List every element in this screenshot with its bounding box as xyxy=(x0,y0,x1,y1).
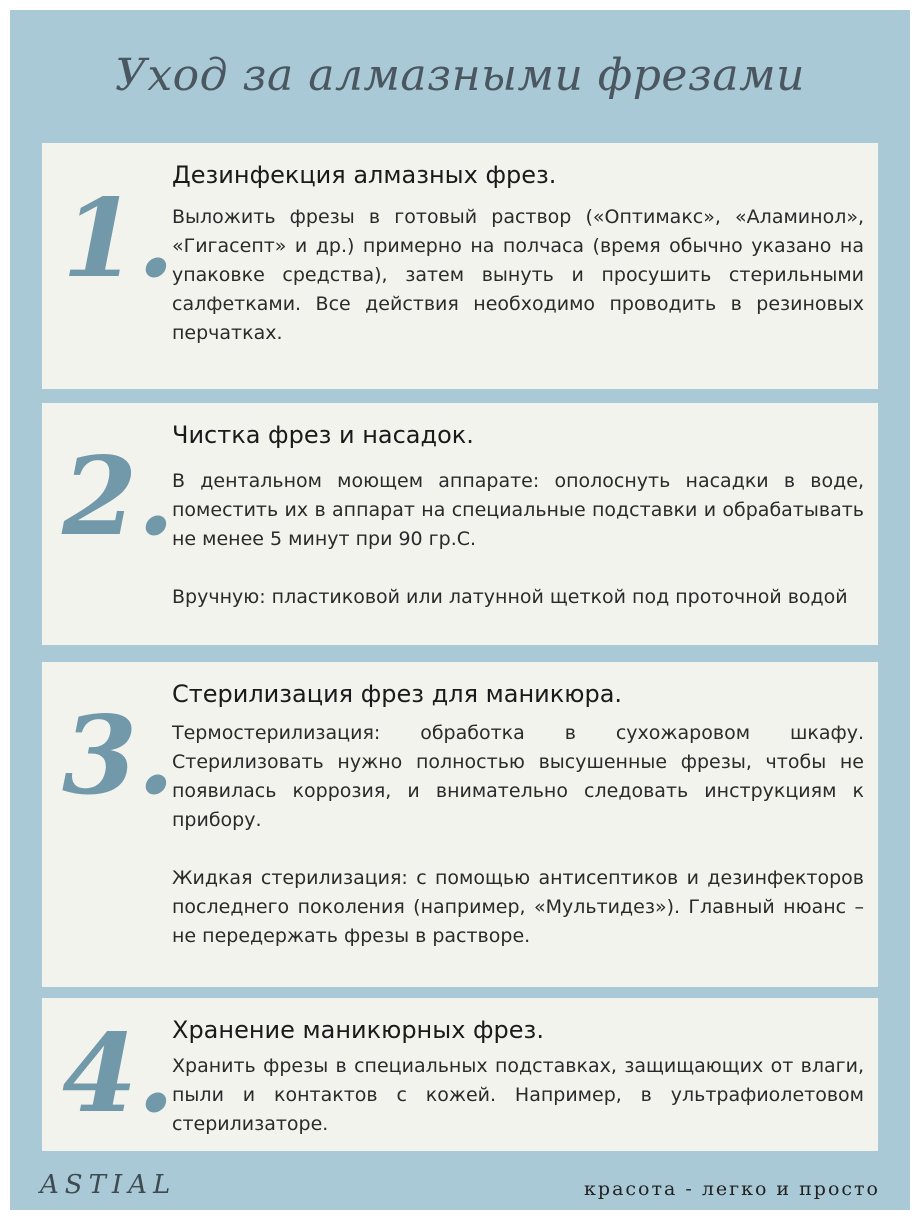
section-heading: Стерилизация фрез для маникюра. xyxy=(172,680,623,708)
section-number: 2. xyxy=(62,434,175,560)
section-paragraph: Термостерилизация: обработка в сухожаровом шкафу. Стерилизовать нужно полностью высушенные фрезы, чтобы не появилась коррозия, и внимательно следовать инструкциям к прибору. xyxy=(172,722,864,831)
section-paragraph: Жидкая стерилизация: с помощью антисептиков и дезинфекторов последнего поколения (например, «Мультидез»). Главный нюанс – не передержать фрезы в растворе. xyxy=(172,867,864,947)
section-paragraph: Хранить фрезы в специальных подставках, защищающих от влаги, пыли и контактов с кожей. Например, в ультрафиолетовом стерилизаторе. xyxy=(172,1055,864,1135)
section-heading: Хранение маникюрных фрез. xyxy=(172,1016,544,1044)
section-card-sterilization xyxy=(42,662,878,987)
section-card-storage xyxy=(42,998,878,1151)
section-card-cleaning xyxy=(42,403,878,645)
section-number: 1. xyxy=(62,176,175,302)
section-number: 4. xyxy=(62,1011,175,1137)
poster xyxy=(10,10,910,1210)
tagline: красота - легко и просто xyxy=(584,1178,880,1200)
section-card-disinfection xyxy=(42,143,878,389)
section-paragraph: Вручную: пластиковой или латунной щеткой под проточной водой xyxy=(172,586,848,608)
section-heading: Чистка фрез и насадок. xyxy=(172,421,474,449)
section-paragraph: В дентальном моющем аппарате: ополоснуть насадки в воде, поместить их в аппарат на специальные подставки и обрабатывать не менее 5 минут при 90 гр.С. xyxy=(172,470,864,550)
section-number: 3. xyxy=(62,693,175,819)
brand-logo: ASTIAL xyxy=(40,1170,177,1200)
section-paragraph: Выложить фрезы в готовый раствор («Оптимакс», «Аламинол», «Гигасепт» и др.) примерно на полчаса (время обычно указано на упаковке средства), затем вынуть и просушить стерильными салфетками. Все действия необходимо проводить в резиновых перчатках. xyxy=(172,206,864,344)
page-title: Уход за алмазными фрезами xyxy=(115,50,805,101)
section-heading: Дезинфекция алмазных фрез. xyxy=(172,161,557,189)
